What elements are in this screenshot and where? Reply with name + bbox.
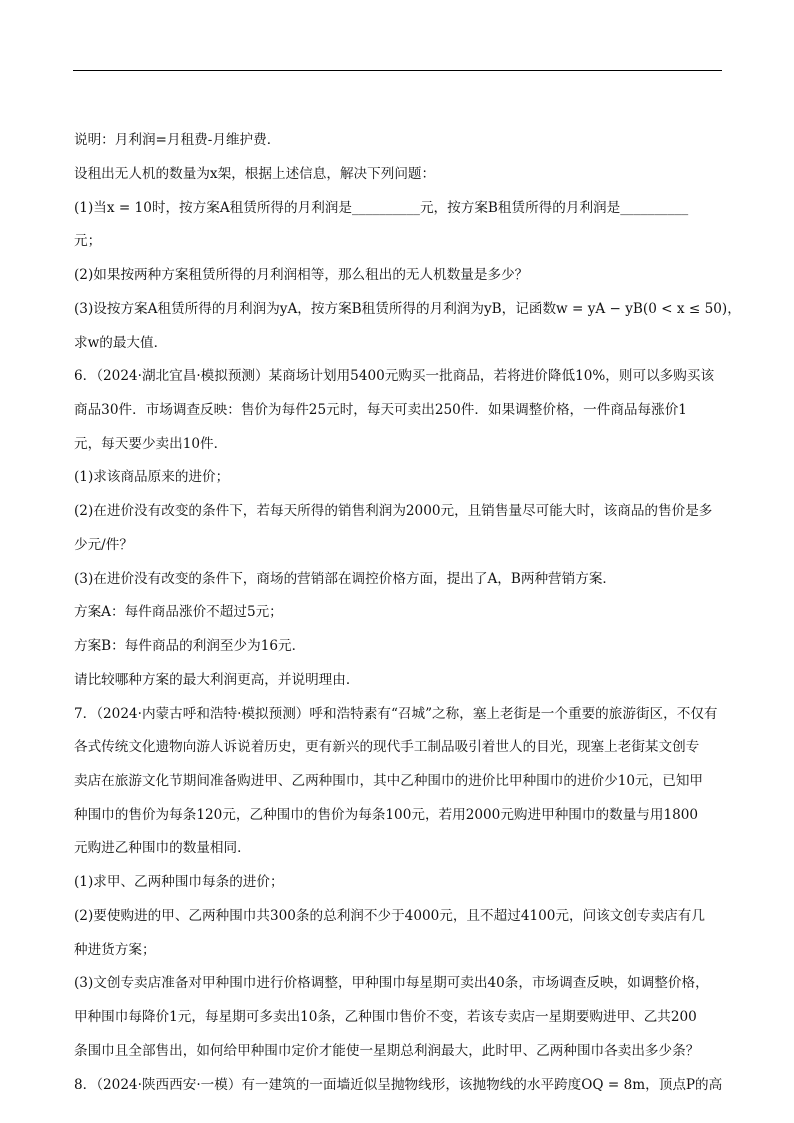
text-line: (3)文创专卖店准备对甲种围巾进行价格调整，甲种围巾每星期可卖出40条，市场调查反映，如调整价格， <box>74 975 709 991</box>
text-line: 8．（2024·陕西西安·一模）有一建筑的一面墙近似呈抛物线形，该抛物线的水平跨度OQ = 8m，顶点P的高 <box>74 1077 723 1093</box>
text-line: 方案B：每件商品的利润至少为16元． <box>74 638 306 654</box>
text-line: 各式传统文化遗物向游人诉说着历史，更有新兴的现代手工制品吸引着世人的目光，现塞上老街某文创专 <box>74 739 700 755</box>
text-line: (2)要使购进的甲、乙两种围巾共300条的总利润不少于4000元，且不超过4100元，问该文创专卖店有几 <box>74 908 705 924</box>
text-line: (1)求该商品原来的进价； <box>74 469 230 485</box>
text-line: (3)在进价没有改变的条件下，商场的营销部在调控价格方面，提出了A，B两种营销方案． <box>74 571 617 587</box>
text-line: 条围巾且全部售出，如何给甲种围巾定价才能使一星期总利润最大，此时甲、乙两种围巾各卖出多少条？ <box>74 1043 700 1059</box>
text-line: 6．（2024·湖北宜昌·模拟预测）某商场计划用5400元购买一批商品，若将进价降低10%，则可以多购买该 <box>74 368 715 384</box>
text-line: 商品30件．市场调查反映：售价为每件25元时，每天可卖出250件．如果调整价格，一件商品每涨价1 <box>74 402 687 418</box>
text-line: 方案A：每件商品涨价不超过5元； <box>74 604 283 620</box>
text-line: 说明：月利润=月租费-月维护费． <box>74 132 281 148</box>
text-line: 元购进乙种围巾的数量相同． <box>74 840 251 856</box>
text-line: 种围巾的售价为每条120元，乙种围巾的售价为每条100元，若用2000元购进甲种围巾的数量与用1800 <box>74 807 699 823</box>
text-line: 甲种围巾每降价1元，每星期可多卖出10条，乙种围巾售价不变，若该专卖店一星期要购进甲、乙共200 <box>74 1009 697 1025</box>
text-line: 种进货方案； <box>74 942 156 958</box>
text-line: 7．（2024·内蒙古呼和浩特·模拟预测）呼和浩特素有“召城”之称，塞上老街是一个重要的旅游街区，不仅有 <box>74 706 718 722</box>
header-rule <box>73 70 722 71</box>
text-line: (1)求甲、乙两种围巾每条的进价； <box>74 874 284 890</box>
text-line: (3)设按方案A租赁所得的月利润为yA，按方案B租赁所得的月利润为yB，记函数w = yA − yB(0 < x ≤ 50)， <box>74 301 741 317</box>
text-line: 卖店在旅游文化节期间准备购进甲、乙两种围巾，其中乙种围巾的进价比甲种围巾的进价少10元，已知甲 <box>74 773 704 789</box>
text-line: (1)当x = 10时，按方案A租赁所得的月利润是__________元，按方案B租赁所得的月利润是__________ <box>74 200 689 216</box>
text-line: 少元/件？ <box>74 537 133 553</box>
text-line: 求w的最大值． <box>74 335 168 351</box>
text-line: 设租出无人机的数量为x架，根据上述信息，解决下列问题： <box>74 166 436 182</box>
text-line: (2)在进价没有改变的条件下，若每天所得的销售利润为2000元，且销售量尽可能大时，该商品的售价是多 <box>74 503 713 519</box>
text-line: 请比较哪种方案的最大利润更高，并说明理由． <box>74 672 360 688</box>
text-line: 元，每天要少卖出10件． <box>74 436 228 452</box>
text-line: 元； <box>74 233 102 249</box>
text-line: (2)如果按两种方案租赁所得的月利润相等，那么租出的无人机数量是多少？ <box>74 267 529 283</box>
